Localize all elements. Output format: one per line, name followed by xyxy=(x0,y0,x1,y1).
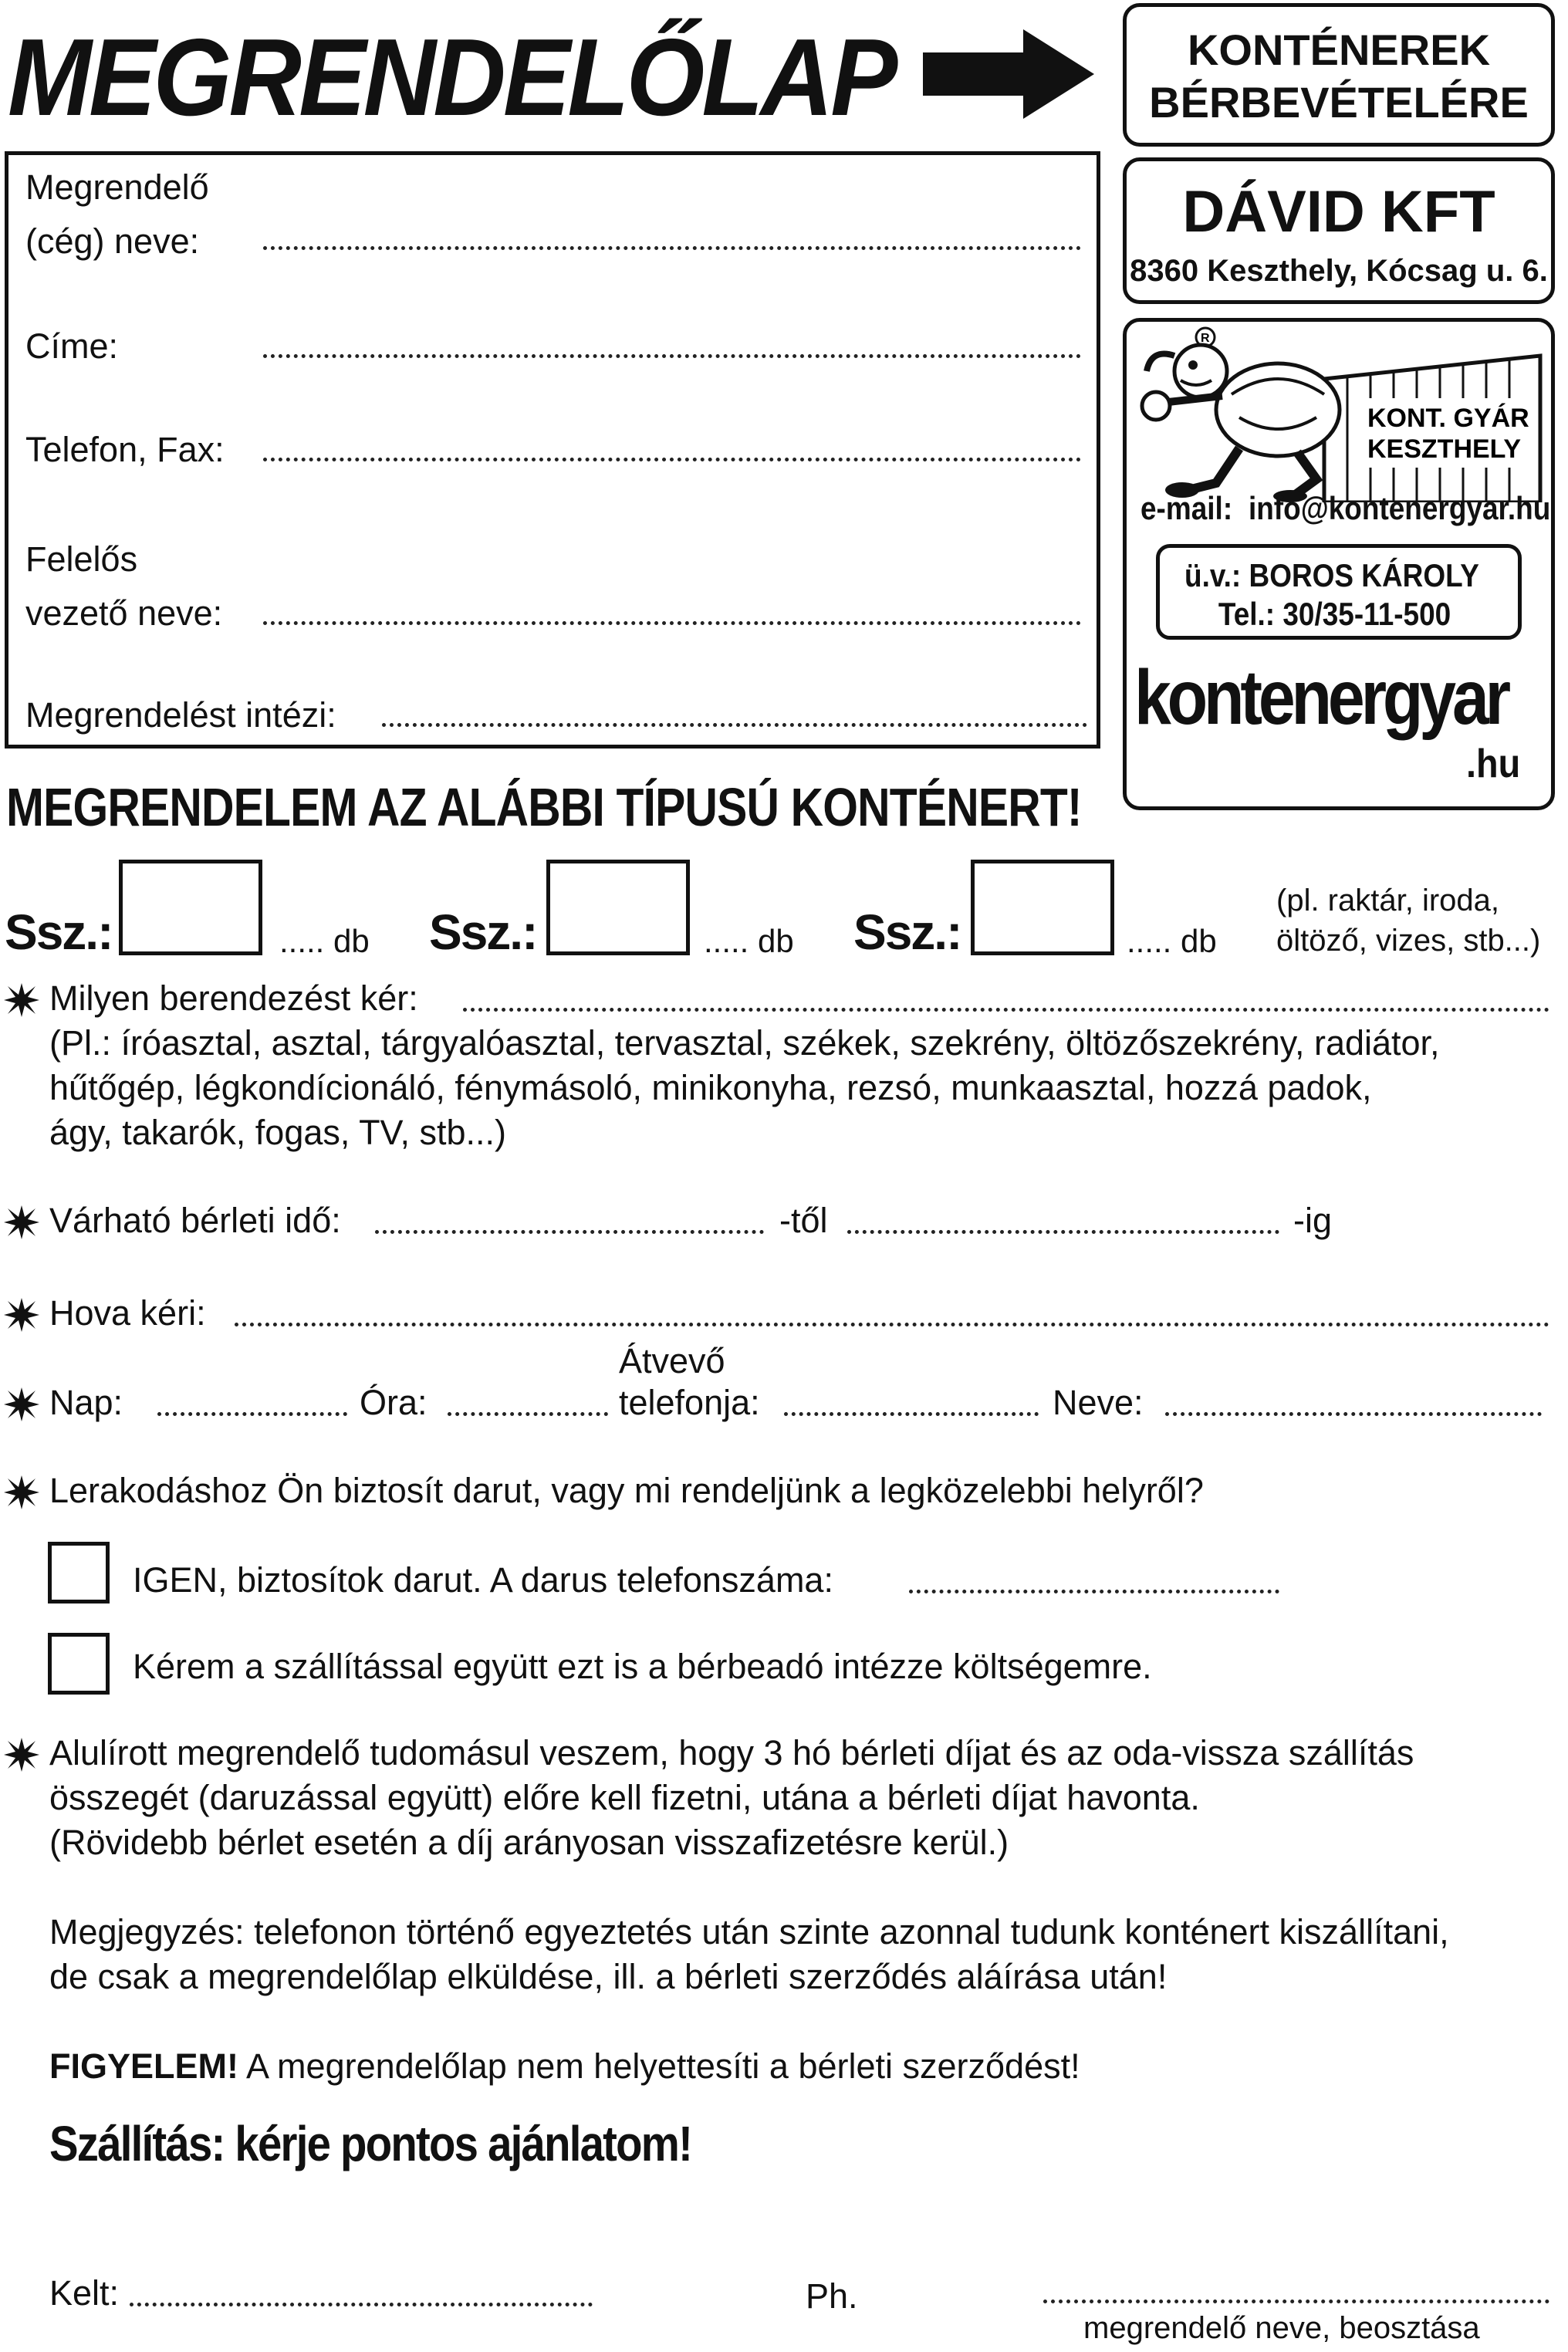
delivery-offer: Szállítás: kérje pontos ajánlatom! xyxy=(49,2116,692,2171)
phone-fax-field[interactable] xyxy=(263,458,1081,461)
manager-label-2: vezető neve: xyxy=(25,593,223,633)
company-box xyxy=(1123,157,1555,304)
contact-tel: Tel.: 30/35-11-500 xyxy=(1218,596,1451,633)
brand-wordmark: kontenergyar xyxy=(1134,654,1507,741)
note-line-1: Megjegyzés: telefonon történő egyeztetés után szinte azonnal tudunk konténert kiszállítani, xyxy=(49,1912,1449,1952)
address-field[interactable] xyxy=(263,354,1081,358)
delivery-location-field[interactable] xyxy=(235,1323,1549,1326)
email-line xyxy=(1141,490,1550,527)
crane-request-checkbox[interactable] xyxy=(48,1633,110,1695)
logo-text-line2: KESZTHELY xyxy=(1367,434,1522,464)
name-label-1: Megrendelő xyxy=(25,167,209,207)
right-title-line2: BÉRBEVÉTELÉRE xyxy=(1149,78,1529,127)
signature-field[interactable] xyxy=(1043,2300,1549,2303)
crane-yes-checkbox[interactable] xyxy=(48,1542,110,1603)
db-label-2: ..... db xyxy=(704,923,794,959)
terms-line-2: összegét (daruzással együtt) előre kell fizetni, utána a bérleti díjat havonta. xyxy=(49,1778,1200,1817)
crane-phone-field[interactable] xyxy=(909,1590,1279,1593)
contact-box xyxy=(1156,544,1522,640)
ssz-label-1: Ssz.: xyxy=(5,904,113,960)
page-title: MEGRENDELŐLAP xyxy=(8,16,895,139)
company-name: DÁVID KFT xyxy=(1182,179,1495,245)
star-bullet-icon xyxy=(3,982,40,1019)
container-type-example-2: öltöző, vizes, stb...) xyxy=(1276,924,1541,958)
warning-line xyxy=(49,2046,1080,2087)
db-label-1: ..... db xyxy=(279,923,370,959)
warning-text: A megrendelőlap nem helyettesíti a bérleti szerződést! xyxy=(238,2046,1080,2086)
receiver-name-field[interactable] xyxy=(1165,1412,1542,1416)
handler-label: Megrendelést intézi: xyxy=(25,695,336,735)
handler-field[interactable] xyxy=(382,723,1087,727)
logo-text-line1: KONT. GYÁR xyxy=(1367,404,1529,433)
star-bullet-icon xyxy=(3,1474,40,1511)
hour-field[interactable] xyxy=(448,1412,608,1416)
receiver-phone-field[interactable] xyxy=(784,1412,1039,1416)
ssz-label-3: Ssz.: xyxy=(853,904,961,960)
phone-label: Telefon, Fax: xyxy=(25,430,225,469)
terms-line-3: (Rövidebb bérlet esetén a díj arányosan visszafizetésre kerül.) xyxy=(49,1823,1009,1862)
company-address: 8360 Keszthely, Kócsag u. 6. xyxy=(1130,254,1548,289)
ssz-input-1[interactable] xyxy=(119,860,262,955)
container-type-example-1: (pl. raktár, iroda, xyxy=(1276,884,1500,917)
star-bullet-icon xyxy=(3,1386,40,1423)
stamp-label: Ph. xyxy=(806,2276,858,2316)
name-label-2: (cég) neve: xyxy=(25,221,200,261)
signature-label: megrendelő neve, beosztása xyxy=(1083,2311,1480,2345)
equipment-label: Milyen berendezést kér: xyxy=(49,978,418,1018)
ssz-input-3[interactable] xyxy=(971,860,1114,955)
arrow-right-icon xyxy=(923,29,1094,119)
date-field[interactable] xyxy=(130,2303,593,2306)
contact-name: ü.v.: BOROS KÁROLY xyxy=(1184,557,1479,593)
terms-line-1: Alulírott megrendelő tudomásul veszem, hogy 3 hó bérleti díjat és az oda-vissza szállítás xyxy=(49,1733,1414,1772)
hour-label: Óra: xyxy=(360,1383,427,1422)
db-label-3: ..... db xyxy=(1127,923,1217,959)
receiver-label: Átvevő xyxy=(619,1341,725,1380)
company-name-field[interactable] xyxy=(263,246,1081,250)
day-field[interactable] xyxy=(157,1412,347,1416)
warning-bold: FIGYELEM! xyxy=(49,2046,238,2086)
equipment-hint-2: hűtőgép, légkondícionáló, fénymásoló, minikonyha, rezsó, munkaasztal, hozzá padok, xyxy=(49,1068,1372,1107)
order-heading: MEGRENDELEM AZ ALÁBBI TÍPUSÚ KONTÉNERT! xyxy=(6,777,1082,837)
receiver-name-label: Neve: xyxy=(1053,1383,1144,1422)
receiver-phone-label: telefonja: xyxy=(619,1383,760,1422)
manager-name-field[interactable] xyxy=(263,621,1081,625)
day-label: Nap: xyxy=(49,1383,123,1422)
crane-question: Lerakodáshoz Ön biztosít darut, vagy mi rendeljünk a legközelebbi helyről? xyxy=(49,1471,1204,1510)
customer-data-box xyxy=(5,151,1100,749)
rent-from-field[interactable] xyxy=(375,1230,764,1234)
crane-yes-label: IGEN, biztosítok darut. A darus telefonszáma: xyxy=(133,1560,833,1600)
manager-label-1: Felelős xyxy=(25,539,138,579)
date-label: Kelt: xyxy=(49,2273,120,2313)
rent-from-label: -től xyxy=(779,1201,828,1240)
star-bullet-icon xyxy=(3,1204,40,1241)
title-box xyxy=(1123,3,1555,147)
ssz-label-2: Ssz.: xyxy=(429,904,537,960)
svg-text:R: R xyxy=(1201,332,1210,345)
right-title-line1: KONTÉNEREK xyxy=(1187,25,1491,74)
note-line-2: de csak a megrendelőlap elküldése, ill. a bérleti szerződés aláírása után! xyxy=(49,1957,1168,1996)
address-label: Címe: xyxy=(25,326,119,366)
logo-box xyxy=(1123,318,1555,810)
equipment-hint-3: ágy, takarók, fogas, TV, stb...) xyxy=(49,1113,506,1152)
email-link[interactable]: info@kontenergyar.hu xyxy=(1248,490,1551,526)
star-bullet-icon xyxy=(3,1296,40,1333)
container-mascot-logo xyxy=(1131,325,1553,502)
email-label: e-mail: xyxy=(1141,490,1233,526)
rent-period-label: Várható bérleti idő: xyxy=(49,1201,341,1240)
ssz-input-2[interactable] xyxy=(546,860,690,955)
equipment-field[interactable] xyxy=(463,1008,1549,1012)
star-bullet-icon xyxy=(3,1736,40,1773)
equipment-hint-1: (Pl.: íróasztal, asztal, tárgyalóasztal, tervasztal, székek, szekrény, öltözőszekrény, radiátor, xyxy=(49,1023,1440,1063)
rent-to-field[interactable] xyxy=(847,1230,1279,1234)
brand-tld: .hu xyxy=(1466,742,1521,786)
delivery-location-label: Hova kéri: xyxy=(49,1293,206,1333)
rent-to-label: -ig xyxy=(1293,1201,1333,1240)
crane-request-label: Kérem a szállítással együtt ezt is a bérbeadó intézze költségemre. xyxy=(133,1647,1152,1686)
